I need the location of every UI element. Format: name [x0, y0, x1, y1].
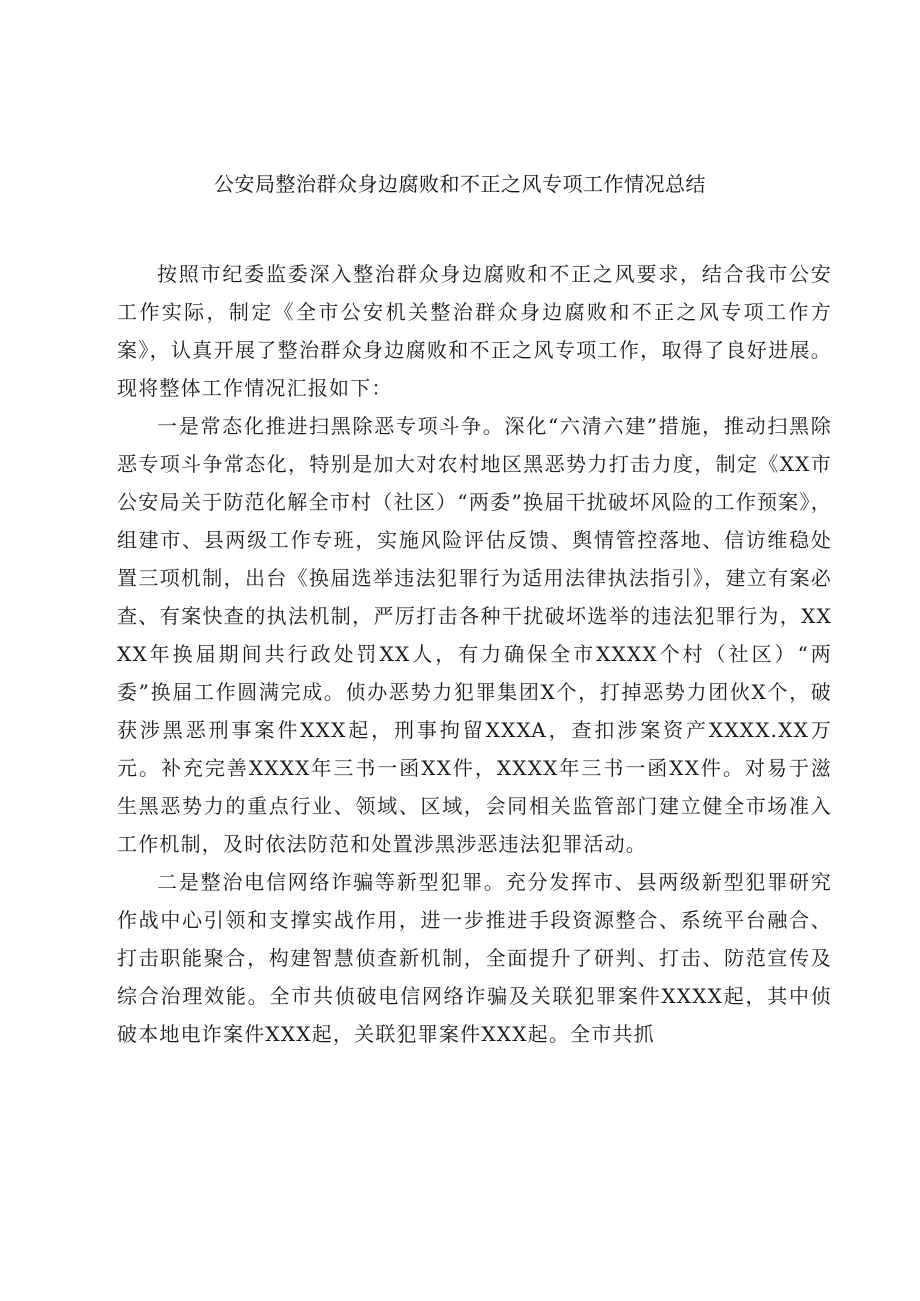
paragraph-intro: 按照市纪委监委深入整治群众身边腐败和不正之风要求，结合我市公安工作实际，制定《全市公安机关整治群众身边腐败和不正之风专项工作方案》，认真开展了整治群众身边腐败和不正之风专项工作，取得了良好进展。现将整体工作情况汇报如下： — [117, 262, 832, 400]
paragraph-telecom-fraud: 二是整治电信网络诈骗等新型犯罪。充分发挥市、县两级新型犯罪研究作战中心引领和支撑实战作用，进一步推进手段资源整合、系统平台融合、打击职能聚合，构建智慧侦查新机制，全面提升了研判、打击、防范宣传及综合治理效能。全市共侦破电信网络诈骗及关联犯罪案件XXXX起，其中侦破本地电诈案件XXX起，关联犯罪案件XXX起。全市共抓 — [117, 870, 832, 1046]
document-body — [117, 255, 832, 1053]
document-title: 公安局整治群众身边腐败和不正之风专项工作情况总结 — [214, 172, 706, 196]
paragraph-anti-gang: 一是常态化推进扫黑除恶专项斗争。深化“六清六建”措施，推动扫黑除恶专项斗争常态化，特别是加大对农村地区黑恶势力打击力度，制定《XX市公安局关于防范化解全市村（社区）“两委”换届干扰破坏风险的工作预案》，组建市、县两级工作专班，实施风险评估反馈、舆情管控落地、信访维稳处置三项机制，出台《换届选举违法犯罪行为适用法律执法指引》，建立有案必查、有案快查的执法机制，严厉打击各种干扰破坏选举的违法犯罪行为，XXXX年换届期间共行政处罚XX人，有力确保全市XXXX个村（社区）“两委”换届工作圆满完成。侦办恶势力犯罪集团X个，打掉恶势力团伙X个，破获涉黑恶刑事案件XXX起，刑事拘留XXXA，查扣涉案资产XXXX.XX万元。补充完善XXXX年三书一函XX件，XXXX年三书一函XX件。对易于滋生黑恶势力的重点行业、领域、区域，会同相关监管部门建立健全市场准入工作机制，及时依法防范和处置涉黑涉恶违法犯罪活动。 — [117, 414, 832, 856]
